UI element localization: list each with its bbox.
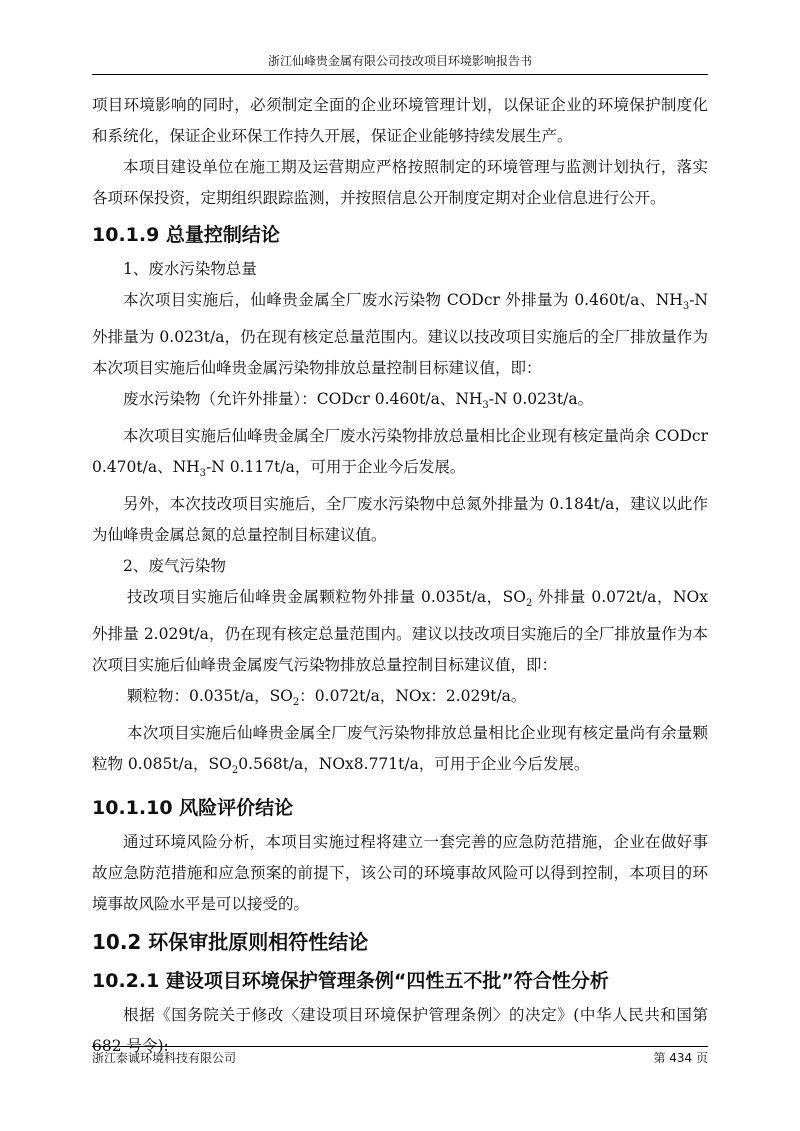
subscript: 3	[199, 468, 207, 480]
page-footer	[92, 1046, 708, 1067]
subscript: 2	[231, 765, 239, 777]
text-run: -N 外排量为 0.023t/a，仍在现有核定总量范围内。建议以技改项目实施后的全厂排放量作为本次项目实施后仙峰贵金属污染物排放总量控制目标建议值，即：	[92, 291, 708, 378]
paragraph	[92, 582, 708, 681]
section-heading-10-2-1: 10.2.1 建设项目环境保护管理条例“四性五不批”符合性分析	[92, 969, 609, 992]
text-run: 本次项目实施后仙峰贵金属全厂废水污染物排放总量相比企业现有核定量尚余 CODcr 0.470t/a、NH	[92, 427, 709, 477]
paragraph	[92, 421, 708, 489]
paragraph	[92, 718, 708, 786]
paragraph: 项目环境影响的同时，必须制定全面的企业环境管理计划，以保证企业的环境保护制度化和系统化，保证企业环保工作持久开展，保证企业能够持续发展生产。	[92, 96, 708, 145]
text-run: 本次项目实施后仙峰贵金属全厂废气污染物排放总量相比企业现有核定量尚有余量颗粒物 0.085t/a，SO	[92, 724, 708, 774]
section-heading-10-1-9: 10.1.9 总量控制结论	[92, 224, 280, 246]
subscript: 2	[292, 697, 300, 709]
text-run: 颗粒物：0.035t/a，SO	[127, 687, 293, 706]
paragraph: 另外，本次技改项目实施后，全厂废水污染物中总氮外排量为 0.184t/a，建议以此作为仙峰贵金属总氮的总量控制目标建议值。	[92, 495, 708, 545]
paragraph: 通过环境风险分析，本项目实施过程将建立一套完善的应急防范措施，企业在做好事故应急防范措施和应急预案的前提下，该公司的环境事故风险可以得到控制，本项目的环境事故风险水平是可以接受的。	[92, 832, 708, 913]
text-run: -N 0.117t/a，可用于企业今后发展。	[206, 458, 466, 477]
text-run: ：0.072t/a，NOx：2.029t/a。	[299, 687, 527, 706]
subscript: 2	[525, 598, 533, 610]
paragraph	[92, 384, 708, 421]
subsection-title-wastewater: 1、废水污染物总量	[123, 260, 257, 278]
text-run: -N 0.023t/a。	[488, 390, 594, 409]
paragraph: 根据《国务院关于修改〈建设项目环境保护管理条例〉的决定》(中华人民共和国第 682 号令):	[92, 1005, 708, 1055]
text-run: 废水污染物（允许外排量）：CODcr 0.460t/a、NH	[123, 390, 483, 409]
page-header	[92, 52, 708, 75]
text-run: 技改项目实施后仙峰贵金属颗粒物外排量 0.035t/a，SO	[127, 588, 526, 607]
text-run: 0.568t/a，NOx8.771t/a，可用于企业今后发展。	[238, 755, 590, 774]
footer-company: 浙江泰诚环境科技有限公司	[92, 1051, 237, 1065]
section-heading-10-2: 10.2 环保审批原则相符性结论	[92, 929, 369, 954]
paragraph	[92, 681, 708, 718]
subsection-title-gas: 2、废气污染物	[123, 557, 226, 576]
header-title: 浙江仙峰贵金属有限公司技改项目环境影响报告书	[267, 54, 532, 68]
page-number: 第 434 页	[653, 1051, 708, 1065]
subscript: 3	[482, 400, 489, 412]
text-run: 外排量 0.072t/a，NOx 外排量 2.029t/a，仍在现有核定总量范围内。建议以技改项目实施后的全厂排放量作为本次项目实施后仙峰贵金属废气污染物排放总量控制目标建议值，即：	[92, 588, 708, 675]
text-run: 本次项目实施后，仙峰贵金属全厂废水污染物 CODcr 外排量为 0.460t/a、NH	[123, 291, 683, 309]
section-heading-10-1-10: 10.1.10 风险评价结论	[92, 796, 294, 819]
document-body	[92, 90, 708, 1062]
paragraph: 本项目建设单位在施工期及运营期应严格按照制定的环境管理与监测计划执行，落实各项环保投资，定期组织跟踪监测，并按照信息公开制度定期对企业信息进行公开。	[92, 158, 708, 207]
paragraph	[92, 285, 708, 384]
subscript: 3	[682, 301, 690, 313]
